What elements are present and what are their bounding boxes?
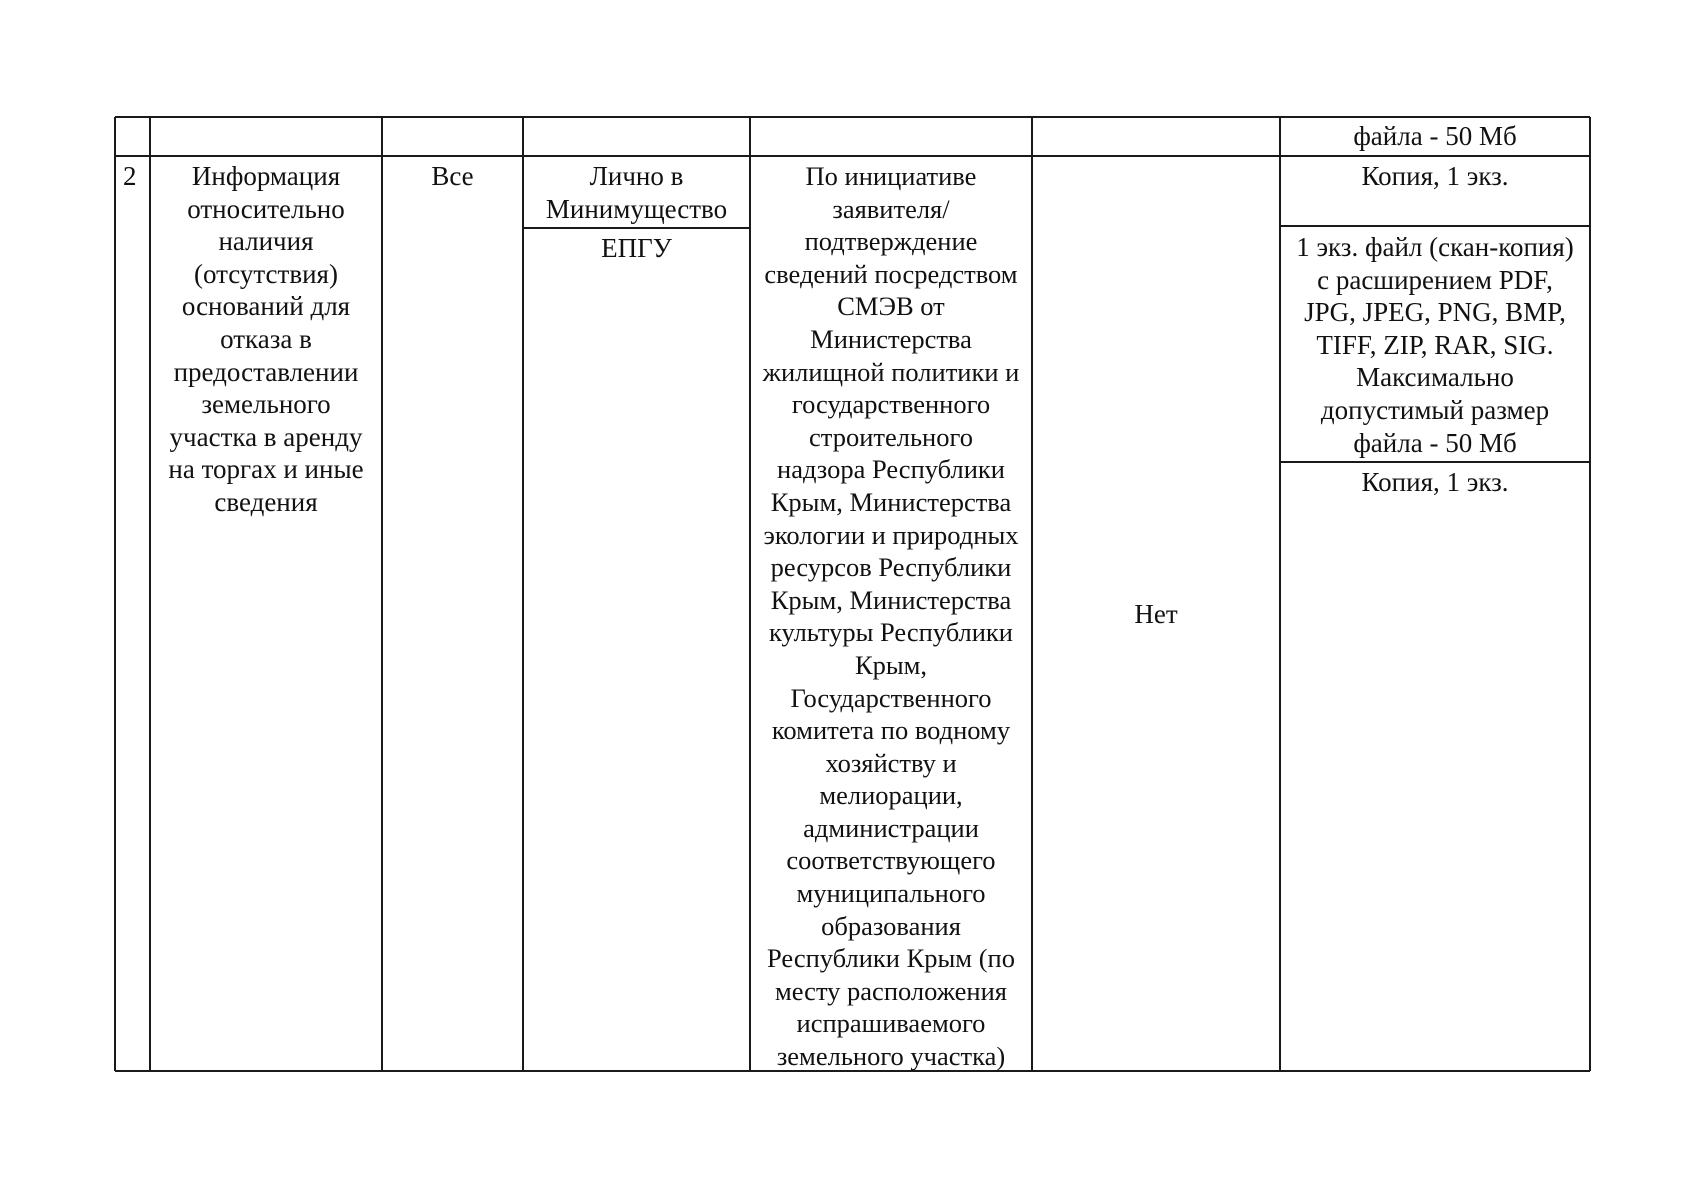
form-requirement-copy-2: Копия, 1 экз. xyxy=(1361,467,1509,497)
submission-channel-in-person: Лично в Минимущество xyxy=(545,161,728,224)
submission-condition: По инициативе заявителя/ подтверждение сведений посредством СМЭВ от Министерства жилищной политики и государственного строительного надзора Республики Крым, Министерства экологии и природных ресурсов Республики Крым, Министерства культуры Республики Крым, Государственного комитета по водному хозяйству и мелиорации, администрации соответствующего муниципального образования Республики Крым (по месту расположения испрашиваемого земельного участка) xyxy=(762,161,1020,1072)
form-requirement-copy-1: Копия, 1 экз. xyxy=(1361,161,1509,191)
form-requirement-file: 1 экз. файл (скан-копия) с расширением PDF, JPG, JPEG, PNG, BMP, TIFF, ZIP, RAR, SIG. Максимально допустимый размер файла - 50 Мб xyxy=(1296,232,1574,458)
document-name: Информация относительно наличия (отсутствия) оснований для отказа в предоставлении земельного участка в аренду на торгах и иные сведения xyxy=(168,161,364,517)
submission-channel-epgu: ЕПГУ xyxy=(601,233,672,263)
prev-row-form-tail: файла - 50 Мб xyxy=(1353,121,1517,151)
applicant-category: Все xyxy=(431,161,474,191)
row-number: 2 xyxy=(123,161,137,191)
template-availability: Нет xyxy=(1134,599,1178,629)
